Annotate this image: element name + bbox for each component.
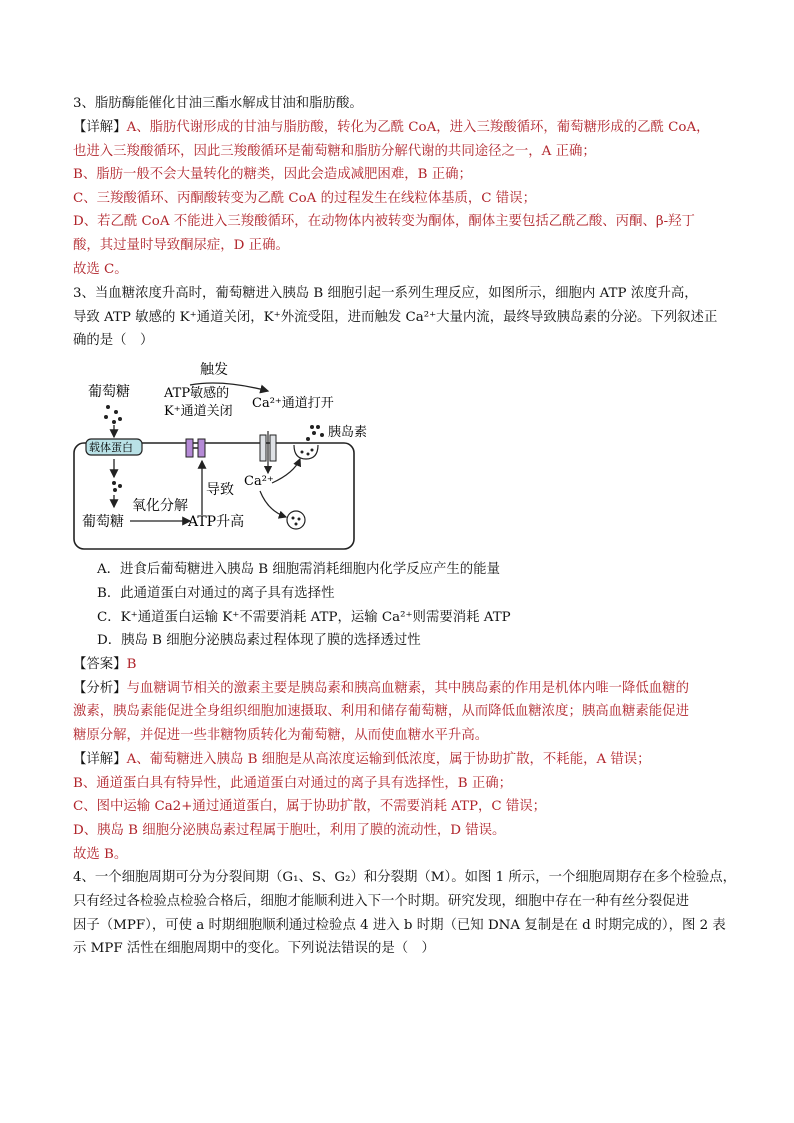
option-a: A．进食后葡萄糖进入胰岛 B 细胞需消耗细胞内化学反应产生的能量 bbox=[97, 562, 500, 577]
label-detail: 【详解】 bbox=[73, 752, 127, 767]
exocytosis-vesicle bbox=[294, 445, 318, 459]
text-line: C、三羧酸循环、丙酮酸转变为乙酰 CoA 的过程发生在线粒体基质，C 错误； bbox=[73, 191, 536, 206]
option-b: B．此通道蛋白对通过的离子具有选择性 bbox=[97, 586, 335, 601]
option-c: C．K⁺通道蛋白运输 K⁺不需要消耗 ATP，运输 Ca²⁺则需要消耗 ATP bbox=[97, 610, 511, 625]
answer-value: B bbox=[126, 657, 137, 672]
text-line: 3、脂肪酶能催化甘油三酯水解成甘油和脂肪酸。 bbox=[73, 96, 363, 111]
text-line: 故选 B。 bbox=[73, 847, 128, 862]
option-d: D．胰岛 B 细胞分泌胰岛素过程体现了膜的选择透过性 bbox=[97, 633, 421, 648]
diagram-label-insulin: 胰岛素 bbox=[328, 425, 368, 440]
question-text: 因子（MPF），可使 a 时期细胞顺利通过检验点 4 进入 b 时期（已知 DNA 复制是在 d 时期完成的），图 2 表 bbox=[73, 918, 726, 933]
text-span: 与血糖调节相关的激素主要是胰岛素和胰高血糖素，其中胰岛素的作用是机体内唯一降低血糖的 bbox=[126, 681, 689, 696]
text-line: B、脂肪一般不会大量转化的糖类，因此会造成减肥困难，B 正确； bbox=[73, 167, 472, 182]
question-text: 导致 ATP 敏感的 K⁺通道关闭，K⁺外流受阻，进而触发 Ca²⁺大量内流，最终导致胰岛素的分泌。下列叙述正 bbox=[73, 310, 718, 325]
diagram-label-ca: Ca²⁺ bbox=[244, 474, 274, 489]
detail-line bbox=[73, 751, 651, 769]
diagram-label-oxidation: 氧化分解 bbox=[132, 498, 188, 514]
text-line: D、胰岛 B 细胞分泌胰岛素过程属于胞吐，利用了膜的流动性，D 错误。 bbox=[73, 823, 506, 838]
label-answer: 【答案】 bbox=[73, 657, 127, 672]
answer-line bbox=[73, 656, 136, 674]
ca-channel bbox=[260, 435, 266, 461]
diagram-label-glucose-out: 葡萄糖 bbox=[88, 384, 130, 400]
text-line: 糖原分解，并促进一些非糖物质转化为葡萄糖，从而使血糖水平升高。 bbox=[73, 728, 489, 743]
diagram-label-atp-rise: ATP升高 bbox=[188, 514, 245, 530]
diagram-label-k-closed: K⁺通道关闭 bbox=[164, 404, 233, 419]
text-line bbox=[73, 119, 710, 137]
analysis-line bbox=[73, 680, 689, 698]
text-line: D、若乙酰 CoA 不能进入三羧酸循环，在动物体内被转变为酮体，酮体主要包括乙酰乙酸、丙酮、β-羟丁 bbox=[73, 214, 695, 229]
diagram-label-carrier: 载体蛋白 bbox=[89, 441, 133, 454]
text-span: A、葡萄糖进入胰岛 B 细胞是从高浓度运输到低浓度，属于协助扩散，不耗能，A 错误； bbox=[126, 752, 651, 767]
diagram-label-cause: 导致 bbox=[206, 482, 234, 498]
diagram-label-trigger: 触发 bbox=[200, 362, 228, 378]
question-text: 示 MPF 活性在细胞周期中的变化。下列说法错误的是（ ） bbox=[73, 941, 435, 956]
text-span: A、脂肪代谢形成的甘油与脂肪酸，转化为乙酰 CoA，进入三羧酸循环，葡萄糖形成的乙酰 CoA， bbox=[126, 120, 710, 135]
text-line: 故选 C。 bbox=[73, 262, 128, 277]
diagram-label-atp-sensitive: ATP敏感的 bbox=[164, 386, 230, 401]
label-detail: 【详解】 bbox=[73, 120, 127, 135]
insulin-vesicle bbox=[287, 511, 305, 529]
text-line: 酸，其过量时导致酮尿症，D 正确。 bbox=[73, 238, 289, 253]
text-line: C、图中运输 Ca2+通过通道蛋白，属于协助扩散，不需要消耗 ATP，C 错误； bbox=[73, 799, 547, 814]
question-text: 3、当血糖浓度升高时，葡萄糖进入胰岛 B 细胞引起一系列生理反应，如图所示，细胞内 ATP 浓度升高， bbox=[73, 286, 698, 301]
label-analysis: 【分析】 bbox=[73, 681, 127, 696]
text-line: B、通道蛋白具有特异性，此通道蛋白对通过的离子具有选择性，B 正确； bbox=[73, 776, 513, 791]
insulin-dots bbox=[306, 425, 324, 441]
diagram-label-ca-open: Ca²⁺通道打开 bbox=[252, 396, 334, 411]
k-channel bbox=[186, 439, 193, 457]
question-text: 4、一个细胞周期可分为分裂间期（G₁、S、G₂）和分裂期（M）。如图 1 所示，一个细胞周期存在多个检验点， bbox=[73, 870, 737, 885]
question-text: 确的是（ ） bbox=[73, 333, 154, 348]
glucose-dots bbox=[104, 405, 122, 424]
text-line: 也进入三羧酸循环，因此三羧酸循环是葡萄糖和脂肪分解代谢的共同途径之一，A 正确； bbox=[73, 144, 596, 159]
diagram-label-glucose-in: 葡萄糖 bbox=[82, 514, 124, 530]
text-line: 激素，胰岛素能促进全身组织细胞加速摄取、利用和储存葡萄糖，从而降低血糖浓度；胰高血糖素能促进 bbox=[73, 704, 689, 719]
insulin-secretion-diagram bbox=[72, 355, 368, 555]
question-text: 只有经过各检验点检验合格后，细胞才能顺利进入下一个时期。研究发现，细胞中存在一种有丝分裂促进 bbox=[73, 894, 689, 909]
